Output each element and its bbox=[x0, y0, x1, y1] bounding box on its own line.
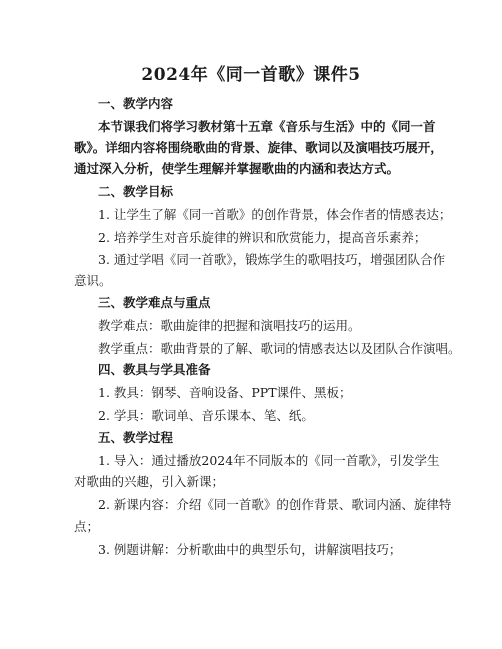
process-line-1: 1. 导入：通过播放2024年不同版本的《同一首歌》，引发学生 bbox=[98, 453, 440, 468]
section-content-line-2: 歌》。详细内容将围绕歌曲的背景、旋律、歌词以及演唱技巧展开， bbox=[74, 140, 443, 155]
section-heading-goals: 二、教学目标 bbox=[98, 184, 174, 199]
key-point-line: 教学重点：歌曲背景的了解、歌词的情感表达以及团队合作演唱。 bbox=[98, 341, 461, 356]
process-line-3: 2. 新课内容：介绍《同一首歌》的创作背景、歌词内涵、旋律特 bbox=[98, 497, 452, 512]
section-heading-process: 五、教学过程 bbox=[98, 430, 174, 445]
goal-line-1: 1. 让学生了解《同一首歌》的创作背景，体会作者的情感表达； bbox=[98, 207, 452, 222]
goal-line-3: 3. 通过学唱《同一首歌》，锻炼学生的歌唱技巧，增强团队合作 bbox=[98, 252, 446, 267]
section-content-line-1: 本节课我们将学习教材第十五章《音乐与生活》中的《同一首 bbox=[98, 119, 436, 134]
section-heading-content: 一、教学内容 bbox=[98, 96, 174, 111]
process-line-4: 点； bbox=[74, 519, 100, 534]
section-heading-materials: 四、教具与学具准备 bbox=[98, 362, 211, 377]
section-content-line-3: 通过深入分析，使学生理解并掌握歌曲的内涵和表达方式。 bbox=[74, 161, 400, 176]
materials-line-2: 2. 学具：歌词单、音乐课本、笔、纸。 bbox=[98, 408, 314, 423]
materials-line-1: 1. 教具：钢琴、音响设备、PPT课件、黑板； bbox=[98, 385, 352, 400]
process-line-5: 3. 例题讲解：分析歌曲中的典型乐句，讲解演唱技巧； bbox=[98, 542, 402, 557]
document-title: 2024年《同一首歌》课件5 bbox=[141, 65, 361, 85]
process-line-2: 对歌曲的兴趣，引入新课； bbox=[74, 474, 225, 489]
goal-line-4: 意识。 bbox=[74, 273, 112, 288]
difficulty-line: 教学难点：歌曲旋律的把握和演唱技巧的运用。 bbox=[98, 318, 361, 333]
section-heading-difficulties: 三、教学难点与重点 bbox=[98, 295, 211, 310]
goal-line-2: 2. 培养学生对音乐旋律的辨识和欣赏能力，提高音乐素养； bbox=[98, 230, 427, 245]
